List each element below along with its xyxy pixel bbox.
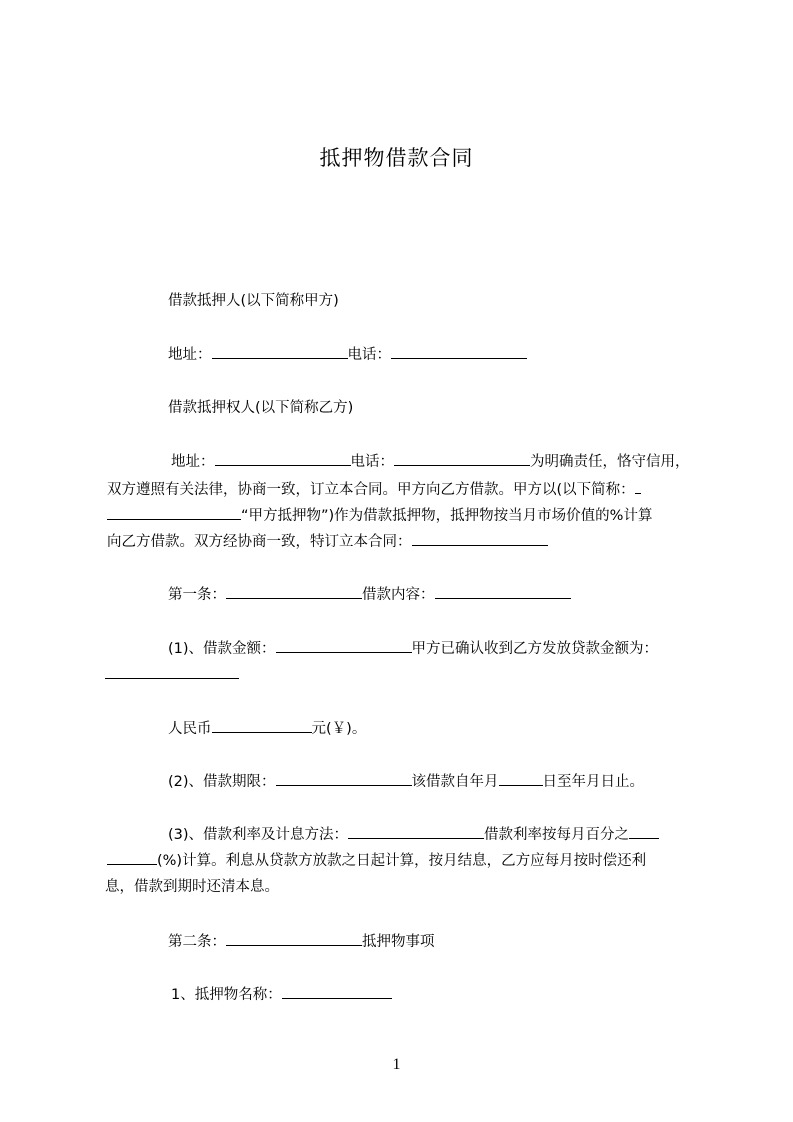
item-2-text-end: 日至年月日止。	[542, 774, 645, 790]
preamble-text-4: 向乙方借款。双方经协商一致，特订立本合同：	[107, 534, 412, 550]
collateral-name-line	[171, 984, 392, 1005]
rmb-label: 人民币	[168, 721, 212, 737]
item-3-text: 借款利率按每月百分之	[484, 827, 630, 843]
party-a-contact-line	[168, 344, 527, 365]
rmb-line	[168, 718, 366, 739]
item-2-text: 该借款自年月	[411, 774, 499, 790]
preamble-text-3: “甲方抵押物”)作为借款抵押物，抵押物按当月市场价值的%计算	[241, 508, 653, 524]
article-1-content-blank	[435, 584, 571, 599]
disbursed-amount-blank	[105, 664, 239, 679]
item-3-end: 息，借款到期时还清本息。	[105, 879, 279, 895]
party-a-phone-blank	[391, 344, 527, 359]
preamble-end-blank	[412, 531, 548, 546]
party-b-phone-label: 电话：	[350, 454, 394, 470]
item-2-label: (2)、借款期限：	[168, 774, 276, 790]
party-b-phone-blank	[394, 451, 530, 466]
article-1-content-label: 借款内容：	[362, 587, 435, 603]
start-day-blank	[499, 771, 543, 786]
preamble-line-4	[107, 531, 548, 552]
article-1-line	[168, 584, 571, 605]
collateral-abbr-blank-start	[635, 479, 641, 494]
item-3-line	[168, 824, 659, 845]
party-b-address-label: 地址：	[171, 454, 215, 470]
article-2-label: 第二条：	[168, 934, 226, 950]
item-1-cont-line	[105, 664, 239, 685]
item-1-line	[168, 638, 658, 659]
loan-term-blank	[276, 771, 412, 786]
party-b-address-blank	[215, 451, 351, 466]
article-2-line	[168, 931, 435, 952]
article-1-label: 第一条：	[168, 587, 226, 603]
party-a-phone-label: 电话：	[347, 347, 391, 363]
item-1-label: (1)、借款金额：	[168, 641, 276, 657]
interest-rate-blank-start	[629, 824, 659, 839]
item-2-line	[168, 771, 644, 792]
preamble-text-2: 双方遵照有关法律，协商一致，订立本合同。甲方向乙方借款。甲方以(以下简称：	[107, 482, 635, 498]
party-b-contact-line	[171, 451, 690, 472]
document-title: 抵押物借款合同	[319, 146, 474, 170]
party-b-heading: 借款抵押权人(以下简称乙方)	[168, 400, 354, 416]
interest-rate-blank	[107, 850, 157, 865]
item-3-cont: (%)计算。利息从贷款方放款之日起计算，按月结息，乙方应每月按时偿还利	[157, 853, 647, 869]
item-1-text: 甲方已确认收到乙方发放贷款金额为：	[411, 641, 659, 657]
item-3-label: (3)、借款利率及计息方法：	[168, 827, 349, 843]
rmb-amount-blank	[212, 718, 312, 733]
item-3-cont-line	[107, 850, 646, 871]
rmb-unit: 元(￥)。	[311, 721, 367, 737]
party-a-address-blank	[212, 344, 348, 359]
article-1-blank	[226, 584, 362, 599]
party-a-address-label: 地址：	[168, 347, 212, 363]
collateral-abbr-blank	[107, 505, 241, 520]
collateral-name-label: 1、抵押物名称：	[171, 987, 282, 1003]
article-2-title: 抵押物事项	[362, 934, 435, 950]
article-2-blank	[226, 931, 362, 946]
page-number: 1	[392, 1056, 401, 1073]
preamble-line-2	[107, 479, 641, 500]
interest-method-blank	[348, 824, 484, 839]
loan-amount-blank	[276, 638, 412, 653]
preamble-text-1: 为明确责任，恪守信用，	[530, 454, 690, 470]
preamble-line-3	[107, 505, 652, 526]
party-a-heading: 借款抵押人(以下简称甲方)	[168, 293, 339, 309]
collateral-name-blank	[282, 984, 392, 999]
